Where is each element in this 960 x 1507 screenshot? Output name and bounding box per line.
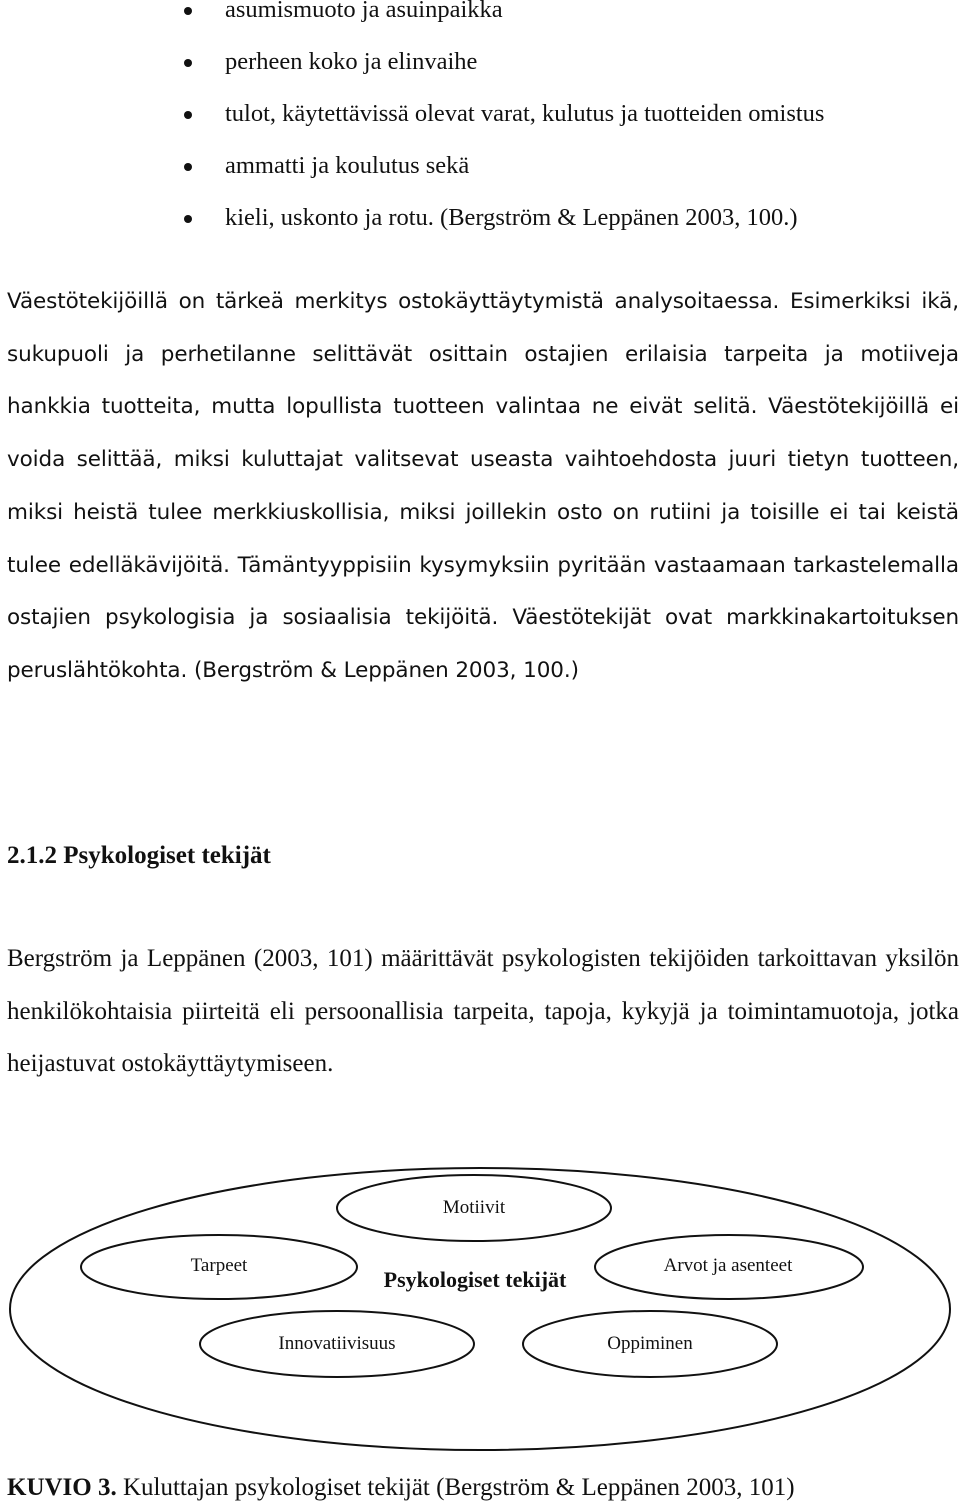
list-item-text: tulot, käytettävissä olevat varat, kulutus ja tuotteiden omistus	[225, 100, 825, 127]
caption-text: Kuluttajan psykologiset tekijät (Bergström & Leppänen 2003, 101)	[116, 1474, 795, 1501]
bullet-icon	[184, 7, 192, 15]
node-center: Psykologiset tekijät	[383, 1267, 567, 1292]
node-oppiminen: Oppiminen	[607, 1333, 693, 1354]
list-item-text: ammatti ja koulutus sekä	[225, 152, 470, 179]
bullet-icon	[184, 111, 192, 119]
paragraph-psychological: Bergström ja Leppänen (2003, 101) määrittävät psykologisten tekijöiden tarkoittavan yksilön henkilökohtaisia piirteitä eli persoonallisia tarpeita, tapoja, kykyjä ja toimintamuotoja, jotka heijastuvat ostokäyttäytymiseen.	[7, 945, 959, 1077]
list-item-text: asumismuoto ja asuinpaikka	[225, 0, 503, 23]
paragraph-demographics: Väestötekijöillä on tärkeä merkitys ostokäyttäytymistä analysoitaessa. Esimerkiksi ikä, sukupuoli ja perhetilanne selittävät osittain ostajien erilaisia tarpeita ja motiiveja hankkia tuotteita, mutta lopullista tuotteen valintaa ne eivät selitä. Väestötekijöillä ei voida selittää, miksi kuluttajat valitsevat useasta vaihtoehdosta juuri tietyn tuotteen, miksi heistä tulee merkkiuskollisia, miksi joillekin osto on rutiini ja toisille ei tai keistä tulee edelläkävijöitä. Tämäntyyppisiin kysymyksiin pyritään vastaamaan tarkastelemalla ostajien psykologisia ja sosiaalisia tekijöitä. Väestötekijät ovat markkinakartoituksen peruslähtökohta. (Bergström & Leppänen 2003, 100.)	[7, 289, 959, 683]
bullet-icon	[184, 163, 192, 171]
caption-label: KUVIO 3.	[7, 1474, 117, 1501]
psychological-factors-diagram	[0, 1165, 960, 1455]
node-innovatiivisuus: Innovatiivisuus	[278, 1333, 396, 1354]
list-item	[0, 0, 824, 36]
node-tarpeet: Tarpeet	[190, 1255, 248, 1276]
figure-caption	[7, 1470, 795, 1506]
list-item	[0, 192, 824, 244]
list-item	[0, 140, 824, 192]
demographic-factors-list	[0, 0, 824, 244]
list-item-text: kieli, uskonto ja rotu. (Bergström & Leppänen 2003, 100.)	[225, 204, 798, 231]
bullet-icon	[184, 59, 192, 67]
list-item	[0, 36, 824, 88]
node-motiivit: Motiivit	[442, 1197, 506, 1218]
node-arvot-ja-asenteet: Arvot ja asenteet	[663, 1255, 793, 1276]
bullet-icon	[184, 215, 192, 223]
list-item	[0, 88, 824, 140]
section-heading: 2.1.2 Psykologiset tekijät	[7, 842, 271, 869]
list-item-text: perheen koko ja elinvaihe	[225, 48, 478, 75]
